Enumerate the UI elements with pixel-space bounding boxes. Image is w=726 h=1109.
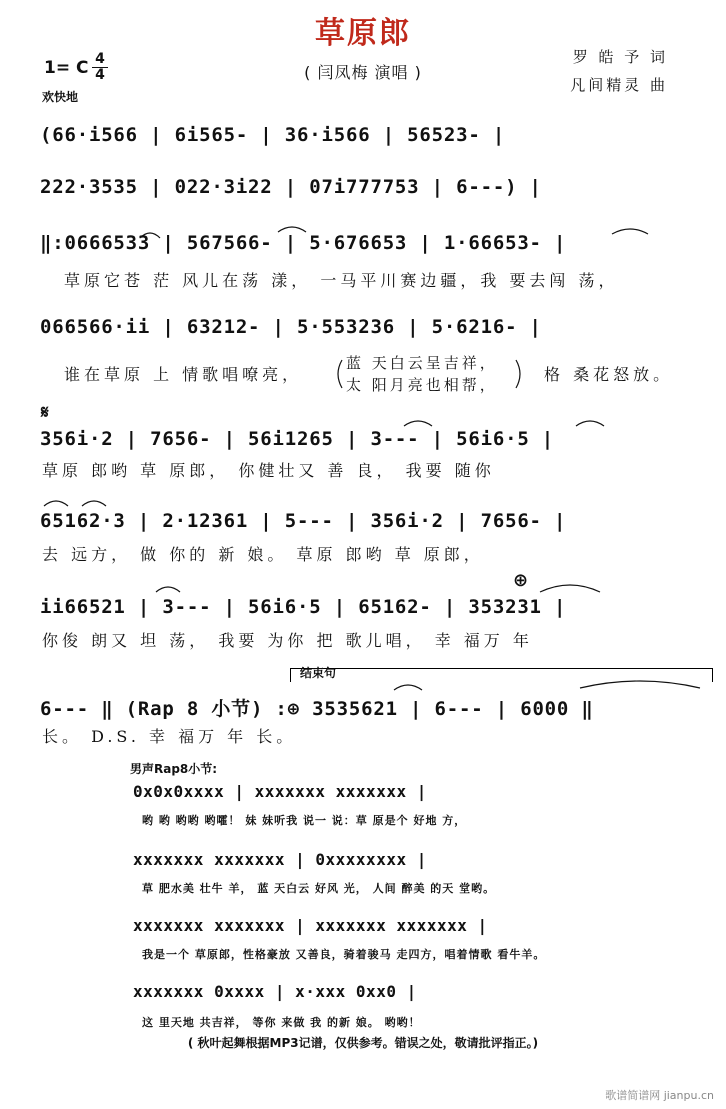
slur-mark: [404, 421, 432, 426]
score-line-7: ii66521 | 3--- | 56i6·5 | 65162- | 353231 |: [40, 596, 567, 618]
score-line-5: 356i·2 | 7656- | 56i1265 | 3--- | 56i6·5 |: [40, 428, 555, 450]
score-line-4: 066566·ii | 63212- | 5·553236 | 5·6216- |: [40, 316, 542, 338]
key-signature: 1= C: [44, 58, 89, 78]
time-top: 4: [95, 51, 105, 67]
brace-right: [516, 360, 520, 388]
lyric-line-4-end: 格 桑花怒放。: [544, 365, 674, 384]
lyric-line-8: 长。 D.S. 幸 福万 年 长。: [42, 727, 297, 746]
tempo-marking: 欢快地: [42, 90, 79, 104]
slur-mark: [612, 229, 648, 234]
time-bottom: 4: [92, 67, 108, 83]
rap-lyric-3: 我是一个 草原郎，性格豪放 又善良，骑着骏马 走四方，唱着情歌 看牛羊。: [142, 948, 546, 961]
slur-mark: [278, 227, 306, 232]
rap-row-3: xxxxxxx xxxxxxx | xxxxxxx xxxxxxx |: [133, 916, 488, 935]
slur-mark: [580, 681, 700, 688]
ending-label: 结束句: [300, 666, 337, 680]
score-line-8: 6--- ‖ (Rap 8 小节) :⊕ 3535621 | 6--- | 6000 ‖: [40, 698, 594, 720]
rap-row-4: xxxxxxx 0xxxx | x·xxx 0xx0 |: [133, 982, 417, 1001]
song-title: 草原郎: [315, 16, 411, 51]
score-line-2: 222·3535 | 022·3i22 | 07i777753 | 6---) |: [40, 176, 542, 198]
slur-mark: [140, 233, 160, 238]
score-line-1: (66·i566 | 6i565- | 36·i566 | 56523- |: [40, 124, 506, 146]
slur-mark: [156, 587, 180, 592]
segno-sign: 𝄋: [41, 402, 49, 423]
lyric-line-5: 草原 郎哟 草 原郎， 你健壮又 善 良， 我要 随你: [42, 461, 495, 480]
slur-mark: [576, 421, 604, 426]
brace-line-b: 太 阳月亮也相帮，: [346, 376, 498, 394]
lyric-line-3: 草原它苍 茫 风儿在荡 漾， 一马平川赛边疆，我 要去闯 荡，: [64, 271, 619, 290]
rap-row-1: 0x0x0xxxx | xxxxxxx xxxxxxx |: [133, 782, 427, 801]
lyricist-credit: 罗 皓 予 词: [572, 48, 668, 66]
score-line-3: ‖:0666533 | 567566- | 5·676653 | 1·66653- |: [40, 232, 567, 254]
score-line-6: 65162·3 | 2·12361 | 5--- | 356i·2 | 7656- |: [40, 510, 567, 532]
lyric-line-4: 谁在草原 上 情歌唱嘹亮，: [64, 365, 303, 384]
brace-line-a: 蓝 天白云呈吉祥，: [346, 354, 498, 372]
rap-row-2: xxxxxxx xxxxxxx | 0xxxxxxxx |: [133, 850, 427, 869]
rap-lyric-4: 这 里天地 共吉祥， 等你 来做 我 的新 娘。 哟哟！: [142, 1016, 421, 1029]
slur-mark: [82, 501, 106, 506]
lyric-line-6: 去 远方， 做 你的 新 娘。 草原 郎哟 草 原郎，: [42, 545, 484, 564]
watermark: 歌谱简谱网 jianpu.cn: [605, 1089, 714, 1102]
transcription-note: ( 秋叶起舞根据MP3记谱，仅供参考。错误之处，敬请批评指正。): [187, 1036, 539, 1050]
brace-left: [338, 360, 342, 388]
rap-lyric-1: 哟 哟 哟哟 哟嚯！ 妹 妹听我 说一 说：草 原是个 好地 方，: [142, 814, 467, 827]
slur-mark: [44, 501, 68, 506]
slur-mark: [540, 585, 600, 592]
slur-mark: [394, 685, 422, 690]
composer-credit: 凡间精灵 曲: [570, 76, 668, 94]
rap-lyric-2: 草 肥水美 壮牛 羊， 蓝 天白云 好风 光， 人间 醉美 的天 堂哟。: [142, 882, 496, 895]
performer: ( 闫凤梅 演唱 ): [304, 63, 422, 82]
rap-section-label: 男声Rap8小节:: [130, 762, 218, 776]
coda-sign: ⊕: [513, 570, 529, 591]
lyric-line-7: 你俊 朗又 坦 荡， 我要 为你 把 歌儿唱， 幸 福万 年: [42, 631, 533, 650]
